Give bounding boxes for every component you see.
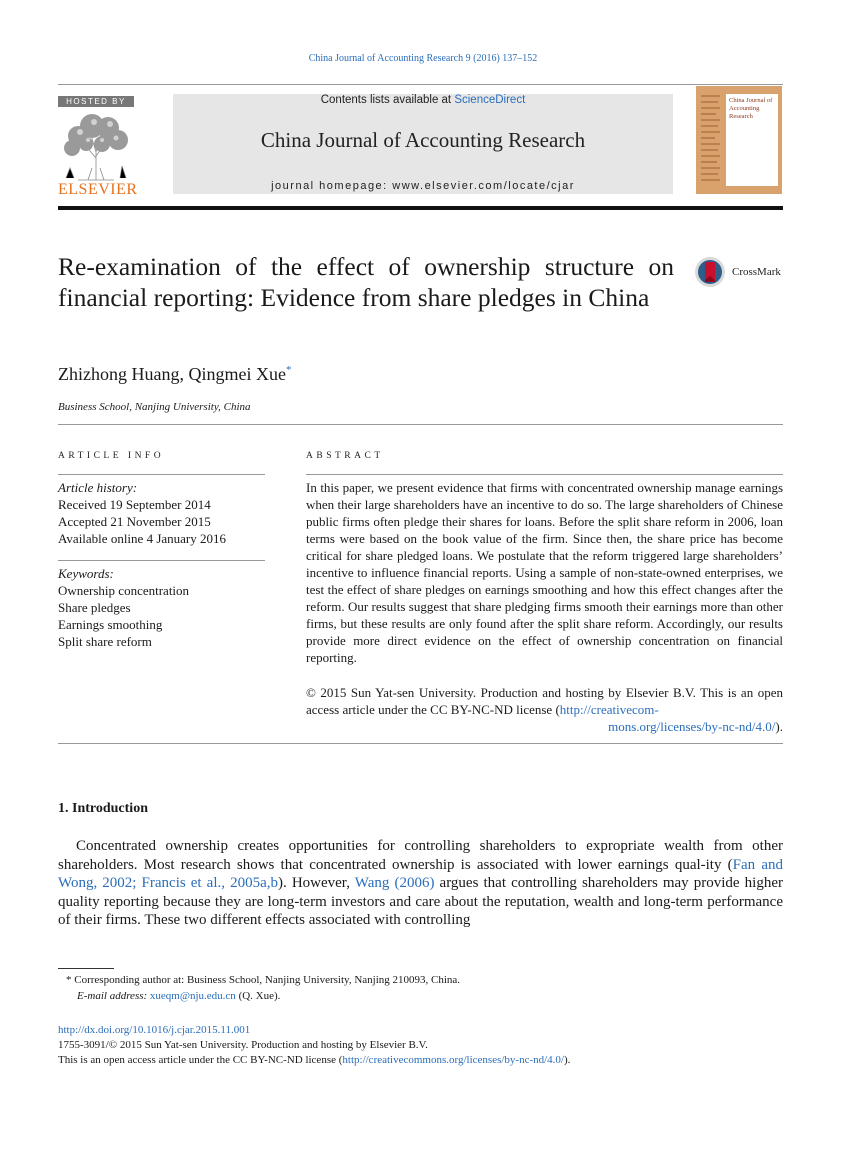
authors-text: Zhizhong Huang, Qingmei Xue xyxy=(58,364,286,384)
email-link[interactable]: xueqm@nju.edu.cn xyxy=(149,990,236,1002)
license-suffix: ). xyxy=(564,1054,571,1066)
article-info-rule xyxy=(58,474,265,475)
section-heading: 1. Introduction xyxy=(58,801,148,816)
citation-link[interactable]: Fan and Wong, 2002; Francis et al., 2005a,b xyxy=(58,856,783,891)
abstract-heading: ABSTRACT xyxy=(306,451,384,461)
keyword-item: Split share reform xyxy=(58,634,152,649)
elsevier-wordmark: ELSEVIER xyxy=(58,181,138,198)
keyword-item: Earnings smoothing xyxy=(58,617,163,632)
abstract-rule xyxy=(306,474,783,475)
license-url-link[interactable]: http://creativecommons.org/licenses/by-nc-nd/4.0/ xyxy=(342,1054,564,1066)
elsevier-tree-logo xyxy=(58,110,134,182)
author-footnote-mark[interactable]: * xyxy=(285,364,292,376)
article-info-heading: ARTICLE INFO xyxy=(58,451,165,461)
history-online: Available online 4 January 2016 xyxy=(58,531,226,546)
abstract-bottom-rule xyxy=(58,743,783,744)
header-thick-rule xyxy=(58,206,783,210)
author-list xyxy=(58,364,291,385)
citation-link[interactable]: Wang (2006) xyxy=(354,875,435,891)
issn-line: 1755-3091/© 2015 Sun Yat-sen University. Production and hosting by Elsevier B.V. xyxy=(58,1039,428,1051)
email-suffix: (Q. Xue). xyxy=(238,990,281,1002)
doi-link[interactable]: http://dx.doi.org/10.1016/j.cjar.2015.11.001 xyxy=(58,1024,251,1036)
abstract-text: In this paper, we present evidence that firms with concentrated ownership manage earnings when their large shareholders have an incentive to do so. The large shareholders of Chinese public firms often pledge their shares for loans. Before the split share reform in 2006, loan terms were based on the book value of the firm. Since then, the share price has become critical for share pledged loans. We postulate that the reform triggered large shareholders’ incentive to influence financial reports. Using a sample of non-state-owned enterprises, we test the effect of share pledges on earnings smoothing and how this effect changes after the reform. Our results suggest that share pledging firms smooth their earnings more than other firms, but these results are only found after the split share reform. Accordingly, our results provide more direct evidence on the effect of ownership concentration on financial reporting. xyxy=(306,480,783,665)
cover-text-lines xyxy=(700,92,722,188)
footnote-email xyxy=(77,989,802,1004)
sciencedirect-link[interactable]: ScienceDirect xyxy=(454,94,526,106)
affiliation: Business School, Nanjing University, China xyxy=(58,401,251,413)
running-head[interactable]: China Journal of Accounting Research 9 (2016) 137–152 xyxy=(308,53,538,64)
intro-text-2: ). However, xyxy=(278,875,355,891)
copyright-close: ). xyxy=(775,719,783,734)
intro-text-1: Concentrated ownership creates opportunities for controlling shareholders to expropriate wealth from other shareholders. Most research shows that concentrated ownership is associated with lower earnings qual-ity ( xyxy=(58,838,783,873)
intro-text-3: argues that controlling shareholders may provide higher quality reporting because they are long-term investors and care about the reputation, wealth and long-term performance of their firms. These two different effects associated with controlling xyxy=(58,875,783,928)
journal-homepage[interactable]: journal homepage: www.elsevier.com/locate/cjar xyxy=(271,180,575,192)
contents-prefix: Contents lists available at xyxy=(320,94,455,106)
abstract-copyright xyxy=(306,684,783,735)
keywords-label: Keywords: xyxy=(58,566,114,581)
license-link-cont[interactable]: mons.org/licenses/by-nc-nd/4.0/ xyxy=(608,719,776,734)
crossmark-label[interactable]: CrossMark xyxy=(732,266,781,278)
footnote-rule xyxy=(58,968,114,969)
crossmark-icon[interactable] xyxy=(694,256,726,288)
header-rule xyxy=(58,84,783,85)
contents-line xyxy=(173,94,673,106)
history-label: Article history: xyxy=(58,480,138,495)
corresponding-text: Corresponding author at: Business School, Nanjing University, Nanjing 210093, China. xyxy=(74,974,461,986)
license-line xyxy=(58,1053,783,1068)
hosted-by-label: HOSTED BY xyxy=(58,96,134,107)
keyword-item: Ownership concentration xyxy=(58,583,190,598)
intro-paragraph xyxy=(58,837,783,930)
footnote-corresponding xyxy=(66,973,791,988)
keywords-block xyxy=(58,565,268,650)
journal-title: China Journal of Accounting Research xyxy=(260,128,586,152)
license-link[interactable]: http://creativecom- xyxy=(559,702,659,717)
history-accepted: Accepted 21 November 2015 xyxy=(58,514,211,529)
copyright-text: © 2015 Sun Yat-sen University. Production and hosting by Elsevier B.V. This is an open access article under the CC BY-NC-ND license ( xyxy=(306,685,783,717)
history-received: Received 19 September 2014 xyxy=(58,497,211,512)
keyword-item: Share pledges xyxy=(58,600,131,615)
article-title: Re-examination of the effect of ownership structure on financial reporting: Evidence from share pledges in China xyxy=(58,252,674,312)
cover-title: China Journal of Accounting Research xyxy=(729,97,773,120)
license-prefix: This is an open access article under the CC BY-NC-ND license ( xyxy=(58,1054,343,1066)
keywords-rule xyxy=(58,560,265,561)
article-history xyxy=(58,479,268,547)
email-label: E-mail address: xyxy=(77,990,148,1002)
footnote-mark: * xyxy=(66,974,72,986)
info-top-rule xyxy=(58,424,783,425)
